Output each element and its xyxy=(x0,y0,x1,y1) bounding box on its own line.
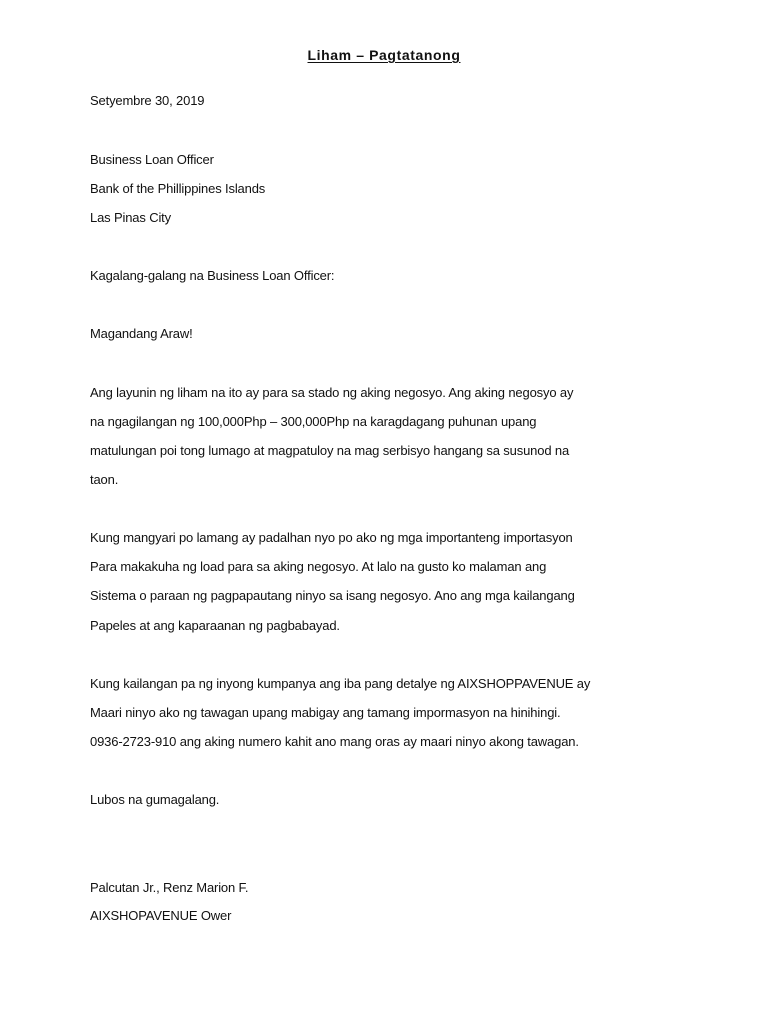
letter-title: Liham – Pagtatanong xyxy=(307,47,461,63)
recipient-bank: Bank of the Phillippines Islands xyxy=(90,181,266,196)
paragraph-2-line: Papeles at ang kaparaanan ng pagbabayad. xyxy=(90,618,340,633)
paragraph-1-line: Ang layunin ng liham na ito ay para sa stado ng aking negosyo. Ang aking negosyo ay xyxy=(90,385,574,400)
paragraph-1-line: matulungan poi tong lumago at magpatuloy na mag serbisyo hangang sa susunod na xyxy=(90,443,570,458)
letter-date: Setyembre 30, 2019 xyxy=(90,93,205,108)
paragraph-2-line: Para makakuha ng load para sa aking negosyo. At lalo na gusto ko malaman ang xyxy=(90,559,547,574)
signature-name: Palcutan Jr., Renz Marion F. xyxy=(90,880,249,895)
paragraph-2-line: Sistema o paraan ng pagpapautang ninyo sa isang negosyo. Ano ang mga kailangang xyxy=(90,588,575,603)
recipient-city: Las Pinas City xyxy=(90,210,171,225)
closing: Lubos na gumagalang. xyxy=(90,792,220,807)
greeting: Magandang Araw! xyxy=(90,326,193,341)
paragraph-3-line: 0936-2723-910 ang aking numero kahit ano mang oras ay maari ninyo akong tawagan. xyxy=(90,734,579,749)
paragraph-1-line: na ngagilangan ng 100,000Php – 300,000Php na karagdagang puhunan upang xyxy=(90,414,537,429)
paragraph-2-line: Kung mangyari po lamang ay padalhan nyo po ako ng mga importanteng importasyon xyxy=(90,530,573,545)
paragraph-1-line: taon. xyxy=(90,472,119,487)
salutation: Kagalang-galang na Business Loan Officer: xyxy=(90,268,335,283)
recipient-title: Business Loan Officer xyxy=(90,152,214,167)
signature-position: AIXSHOPAVENUE Ower xyxy=(90,908,232,923)
paragraph-3-line: Maari ninyo ako ng tawagan upang mabigay ang tamang impormasyon na hinihingi. xyxy=(90,705,561,720)
paragraph-3-line: Kung kailangan pa ng inyong kumpanya ang iba pang detalye ng AIXSHOPPAVENUE ay xyxy=(90,676,591,691)
